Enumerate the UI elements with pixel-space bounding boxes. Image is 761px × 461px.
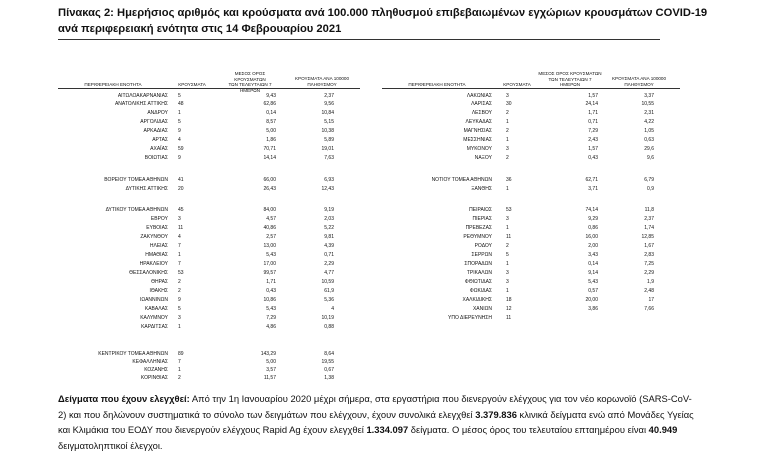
rate-value: 9,81 bbox=[324, 234, 334, 240]
avg-value: 62,86 bbox=[263, 101, 276, 107]
table-row bbox=[58, 92, 358, 100]
rate-value: 2,37 bbox=[644, 216, 654, 222]
region-name: ΜΕΣΣΗΝΙΑΣ bbox=[463, 137, 492, 143]
footer-number-1: 3.379.836 bbox=[475, 408, 517, 420]
rate-value: 8,64 bbox=[324, 351, 334, 357]
table-row bbox=[58, 314, 358, 322]
cases-value: 53 bbox=[178, 270, 184, 276]
table-row bbox=[58, 251, 358, 259]
region-name: ΡΕΘΥΜΝΟΥ bbox=[463, 234, 492, 240]
cases-value: 2 bbox=[506, 128, 509, 134]
region-name: ΝΑΞΟΥ bbox=[474, 155, 492, 161]
table-row bbox=[58, 287, 358, 295]
rate-value: 2,83 bbox=[644, 252, 654, 258]
table-row bbox=[58, 242, 358, 250]
page-title: Πίνακας 2: Ημερήσιος αριθμός και κρούσματα ανά 100.000 πληθυσμού επιβεβαιωμένων εγχώριων κρουσμάτων COVID-19 ανά περιφερειακή ενότητα στις 14 Φεβρουαρίου 2021 bbox=[58, 7, 708, 35]
region-name: ΧΑΛΚΙΔΙΚΗΣ bbox=[462, 297, 492, 303]
table-row bbox=[58, 206, 358, 214]
region-name: ΖΑΚΥΝΘΟΥ bbox=[140, 234, 168, 240]
rate-value: 7,25 bbox=[644, 261, 654, 267]
rate-value: 19,01 bbox=[321, 146, 334, 152]
avg-value: 74,14 bbox=[585, 207, 598, 213]
region-name: ΦΩΚΙΔΑΣ bbox=[469, 288, 492, 294]
table-row bbox=[382, 296, 682, 304]
table-row bbox=[58, 260, 358, 268]
avg-value: 9,29 bbox=[588, 216, 598, 222]
avg-value: 7,29 bbox=[266, 315, 276, 321]
footer-label: Δείγματα που έχουν ελεγχθεί: bbox=[58, 393, 190, 404]
table-row bbox=[382, 176, 682, 184]
table-row bbox=[382, 287, 682, 295]
cases-value: 4 bbox=[178, 234, 181, 240]
cases-value: 1 bbox=[506, 137, 509, 143]
region-name: ΞΑΝΘΗΣ bbox=[471, 186, 492, 192]
cases-value: 1 bbox=[506, 225, 509, 231]
cases-value: 5 bbox=[178, 93, 181, 99]
avg-value: 1,71 bbox=[266, 279, 276, 285]
table-row bbox=[382, 127, 682, 135]
cases-value: 5 bbox=[178, 119, 181, 125]
region-name: ΕΥΒΟΙΑΣ bbox=[146, 225, 168, 231]
table-row bbox=[58, 278, 358, 286]
rate-value: 4,22 bbox=[644, 119, 654, 125]
cases-value: 3 bbox=[506, 279, 509, 285]
table-row bbox=[382, 215, 682, 223]
rate-value: 6,79 bbox=[644, 177, 654, 183]
rate-value: 5,15 bbox=[324, 119, 334, 125]
cases-value: 41 bbox=[178, 177, 184, 183]
title-divider bbox=[58, 39, 660, 40]
header-region-left: ΠΕΡΙΦΕΡΕΙΑΚΗ ΕΝΟΤΗΤΑ bbox=[84, 82, 142, 87]
avg-value: 0,86 bbox=[588, 225, 598, 231]
region-name: ΔΥΤΙΚΗΣ ΑΤΤΙΚΗΣ bbox=[125, 186, 168, 192]
table-row bbox=[382, 154, 682, 162]
region-name: ΛΑΚΩΝΙΑΣ bbox=[466, 93, 492, 99]
avg-value: 0,14 bbox=[266, 110, 276, 116]
rate-value: 7,66 bbox=[644, 306, 654, 312]
cases-value: 11 bbox=[506, 315, 512, 321]
region-name: ΗΡΑΚΛΕΙΟΥ bbox=[139, 261, 168, 267]
region-name: ΛΕΥΚΑΔΑΣ bbox=[465, 119, 492, 125]
avg-value: 0,43 bbox=[266, 288, 276, 294]
rate-value: 10,84 bbox=[321, 110, 334, 116]
avg-value: 16,00 bbox=[585, 234, 598, 240]
avg-value: 70,71 bbox=[263, 146, 276, 152]
table-row bbox=[382, 145, 682, 153]
rate-value: 19,55 bbox=[321, 359, 334, 365]
table-row bbox=[382, 206, 682, 214]
avg-value: 11,57 bbox=[263, 375, 276, 381]
region-name: ΑΙΤΩΛΟΑΚΑΡΝΑΝΙΑΣ bbox=[117, 93, 168, 99]
table-row bbox=[58, 118, 358, 126]
cases-value: 1 bbox=[178, 367, 181, 373]
table-row bbox=[382, 185, 682, 193]
avg-value: 1,71 bbox=[588, 110, 598, 116]
avg-value: 8,57 bbox=[266, 119, 276, 125]
cases-value: 53 bbox=[506, 207, 512, 213]
header-rate-right: ΚΡΟΥΣΜΑΤΑ ΑΝΑ 100000 ΠΛΗΘΥΣΜΟΥ bbox=[611, 76, 667, 87]
rate-value: 7,63 bbox=[324, 155, 334, 161]
avg-value: 1,57 bbox=[588, 93, 598, 99]
region-name: ΒΟΡΕΙΟΥ ΤΟΜΕΑ ΑΘΗΝΩΝ bbox=[104, 177, 168, 183]
rate-value: 2,29 bbox=[324, 261, 334, 267]
avg-value: 0,43 bbox=[588, 155, 598, 161]
region-name: ΣΕΡΡΩΝ bbox=[471, 252, 492, 258]
table-row bbox=[58, 233, 358, 241]
avg-value: 0,57 bbox=[588, 288, 598, 294]
avg-value: 5,43 bbox=[588, 279, 598, 285]
cases-value: 3 bbox=[506, 93, 509, 99]
region-name: ΝΟΤΙΟΥ ΤΟΜΕΑ ΑΘΗΝΩΝ bbox=[431, 177, 492, 183]
rate-value: 0,88 bbox=[324, 324, 334, 330]
rate-value: 1,38 bbox=[324, 375, 334, 381]
rate-value: 9,6 bbox=[647, 155, 654, 161]
avg-value: 1,86 bbox=[266, 137, 276, 143]
avg-value: 84,00 bbox=[263, 207, 276, 213]
table-row bbox=[382, 260, 682, 268]
region-name: ΡΟΔΟΥ bbox=[474, 243, 492, 249]
region-name: ΠΙΕΡΙΑΣ bbox=[472, 216, 492, 222]
avg-value: 1,57 bbox=[588, 146, 598, 152]
rate-value: 9,56 bbox=[324, 101, 334, 107]
footer-number-2: 1.334.097 bbox=[366, 424, 409, 436]
cases-value: 9 bbox=[178, 128, 181, 134]
region-name: ΜΑΓΝΗΣΙΑΣ bbox=[463, 128, 492, 134]
rate-value: 0,71 bbox=[324, 252, 334, 258]
region-name: ΕΒΡΟΥ bbox=[150, 216, 168, 222]
header-region-right: ΠΕΡΙΦΕΡΕΙΑΚΗ ΕΝΟΤΗΤΑ bbox=[408, 82, 466, 87]
region-name: ΚΑΒΑΛΑΣ bbox=[144, 306, 168, 312]
cases-value: 18 bbox=[506, 297, 512, 303]
footer-text-4: δειγματοληπτικοί έλεγχοι. bbox=[58, 439, 163, 451]
region-name: ΘΗΡΑΣ bbox=[151, 279, 168, 285]
footer-text-3: δείγματα. Ο μέσος όρος του τελευταίου επταημέρου είναι bbox=[408, 424, 649, 436]
avg-value: 5,43 bbox=[266, 252, 276, 258]
cases-value: 1 bbox=[178, 110, 181, 116]
table-row bbox=[58, 215, 358, 223]
cases-value: 1 bbox=[506, 119, 509, 125]
region-name: ΙΘΑΚΗΣ bbox=[149, 288, 168, 294]
avg-value: 5,00 bbox=[266, 128, 276, 134]
rate-value: 0,9 bbox=[647, 186, 654, 192]
region-name: ΥΠΟ ΔΙΕΡΕΥΝΗΣΗ bbox=[448, 315, 492, 321]
avg-value: 10,86 bbox=[263, 297, 276, 303]
rate-value: 2,03 bbox=[324, 216, 334, 222]
rate-value: 5,89 bbox=[324, 137, 334, 143]
rate-value: 4,39 bbox=[324, 243, 334, 249]
avg-value: 2,00 bbox=[588, 243, 598, 249]
table-row bbox=[58, 366, 358, 374]
header-divider-right bbox=[382, 88, 680, 89]
cases-value: 2 bbox=[178, 279, 181, 285]
region-name: ΘΕΣΣΑΛΟΝΙΚΗΣ bbox=[129, 270, 168, 276]
header-cases-left: ΚΡΟΥΣΜΑΤΑ bbox=[178, 82, 206, 87]
avg-value: 14,14 bbox=[263, 155, 276, 161]
cases-value: 3 bbox=[506, 216, 509, 222]
rate-value: 29,6 bbox=[644, 146, 654, 152]
region-name: ΒΟΙΩΤΙΑΣ bbox=[144, 155, 168, 161]
table-row bbox=[58, 224, 358, 232]
table-row bbox=[382, 136, 682, 144]
region-name: ΧΑΝΙΩΝ bbox=[472, 306, 492, 312]
region-name: ΑΡΓΟΛΙΔΑΣ bbox=[140, 119, 168, 125]
region-name: ΑΡΚΑΔΙΑΣ bbox=[143, 128, 168, 134]
table-row bbox=[58, 100, 358, 108]
cases-value: 20 bbox=[178, 186, 184, 192]
cases-value: 11 bbox=[178, 225, 184, 231]
region-name: ΛΕΣΒΟΥ bbox=[471, 110, 492, 116]
rate-value: 0,63 bbox=[644, 137, 654, 143]
avg-value: 40,86 bbox=[263, 225, 276, 231]
region-name: ΜΥΚΟΝΟΥ bbox=[466, 146, 492, 152]
table-row bbox=[382, 314, 682, 322]
rate-value: 4,77 bbox=[324, 270, 334, 276]
avg-value: 7,29 bbox=[588, 128, 598, 134]
avg-value: 3,86 bbox=[588, 306, 598, 312]
region-name: ΗΛΕΙΑΣ bbox=[149, 243, 168, 249]
cases-value: 89 bbox=[178, 351, 184, 357]
cases-value: 48 bbox=[178, 101, 184, 107]
rate-value: 10,19 bbox=[321, 315, 334, 321]
table-row bbox=[58, 374, 358, 382]
table-row bbox=[382, 242, 682, 250]
rate-value: 2,37 bbox=[324, 93, 334, 99]
rate-value: 9,19 bbox=[324, 207, 334, 213]
table-row bbox=[58, 296, 358, 304]
cases-value: 1 bbox=[506, 261, 509, 267]
table-row bbox=[382, 233, 682, 241]
avg-value: 4,57 bbox=[266, 216, 276, 222]
cases-value: 36 bbox=[506, 177, 512, 183]
avg-value: 5,43 bbox=[266, 306, 276, 312]
cases-value: 1 bbox=[506, 186, 509, 192]
avg-value: 2,43 bbox=[588, 137, 598, 143]
region-name: ΣΠΟΡΑΔΩΝ bbox=[464, 261, 492, 267]
rate-value: 1,05 bbox=[644, 128, 654, 134]
cases-value: 11 bbox=[506, 234, 512, 240]
table-row bbox=[58, 109, 358, 117]
cases-value: 3 bbox=[178, 216, 181, 222]
avg-value: 24,14 bbox=[585, 101, 598, 107]
cases-value: 9 bbox=[178, 155, 181, 161]
cases-value: 7 bbox=[178, 243, 181, 249]
avg-value: 3,43 bbox=[588, 252, 598, 258]
header-avg-right: ΜΕΣΟΣ ΟΡΟΣ ΚΡΟΥΣΜΑΤΩΝ ΤΩΝ ΤΕΛΕΥΤΑΙΩΝ 7 ΗΜΕΡΩΝ bbox=[538, 71, 602, 88]
rate-value: 12,43 bbox=[321, 186, 334, 192]
header-divider-left bbox=[58, 88, 360, 89]
rate-value: 10,55 bbox=[641, 101, 654, 107]
region-name: ΚΑΛΥΜΝΟΥ bbox=[140, 315, 168, 321]
avg-value: 26,43 bbox=[263, 186, 276, 192]
table-row bbox=[382, 305, 682, 313]
rate-value: 5,22 bbox=[324, 225, 334, 231]
cases-value: 2 bbox=[506, 243, 509, 249]
region-name: ΙΩΑΝΝΙΝΩΝ bbox=[139, 297, 168, 303]
region-name: ΚΕΝΤΡΙΚΟΥ ΤΟΜΕΑ ΑΘΗΝΩΝ bbox=[98, 351, 168, 357]
table-row bbox=[58, 176, 358, 184]
cases-value: 5 bbox=[506, 252, 509, 258]
cases-value: 7 bbox=[178, 261, 181, 267]
cases-value: 2 bbox=[178, 288, 181, 294]
rate-value: 2,48 bbox=[644, 288, 654, 294]
rate-value: 12,85 bbox=[641, 234, 654, 240]
region-name: ΠΕΙΡΑΙΩΣ bbox=[469, 207, 492, 213]
table-row bbox=[58, 145, 358, 153]
region-name: ΔΥΤΙΚΟΥ ΤΟΜΕΑ ΑΘΗΝΩΝ bbox=[105, 207, 168, 213]
region-name: ΚΟΡΙΝΘΙΑΣ bbox=[140, 375, 168, 381]
table-row bbox=[58, 358, 358, 366]
avg-value: 2,57 bbox=[266, 234, 276, 240]
rate-value: 1,67 bbox=[644, 243, 654, 249]
table-row bbox=[382, 269, 682, 277]
cases-value: 2 bbox=[506, 155, 509, 161]
region-name: ΚΑΡΔΙΤΣΑΣ bbox=[141, 324, 168, 330]
region-name: ΑΡΤΑΣ bbox=[152, 137, 168, 143]
avg-value: 0,71 bbox=[588, 119, 598, 125]
avg-value: 66,00 bbox=[263, 177, 276, 183]
rate-value: 10,38 bbox=[321, 128, 334, 134]
avg-value: 62,71 bbox=[585, 177, 598, 183]
table-row bbox=[382, 118, 682, 126]
footer-number-3: 40.949 bbox=[648, 424, 678, 436]
region-name: ΑΝΔΡΟΥ bbox=[147, 110, 168, 116]
cases-value: 1 bbox=[506, 288, 509, 294]
table-row bbox=[382, 224, 682, 232]
header-rate-left: ΚΡΟΥΣΜΑΤΑ ΑΝΑ 100000 ΠΛΗΘΥΣΜΟΥ bbox=[294, 76, 350, 87]
cases-value: 3 bbox=[506, 270, 509, 276]
rate-value: 4 bbox=[331, 306, 334, 312]
rate-value: 1,9 bbox=[647, 279, 654, 285]
header-cases-right: ΚΡΟΥΣΜΑΤΑ bbox=[503, 82, 531, 87]
rate-value: 3,37 bbox=[644, 93, 654, 99]
region-name: ΠΡΕΒΕΖΑΣ bbox=[465, 225, 492, 231]
avg-value: 3,71 bbox=[588, 186, 598, 192]
table-row bbox=[58, 127, 358, 135]
rate-value: 0,67 bbox=[324, 367, 334, 373]
header-avg-left: ΜΕΣΟΣ ΟΡΟΣ ΚΡΟΥΣΜΑΤΩΝ ΤΩΝ ΤΕΛΕΥΤΑΙΩΝ 7 ΗΜΕΡΩΝ bbox=[228, 71, 272, 93]
table-row bbox=[58, 185, 358, 193]
avg-value: 20,00 bbox=[585, 297, 598, 303]
rate-value: 6,93 bbox=[324, 177, 334, 183]
rate-value: 10,59 bbox=[321, 279, 334, 285]
region-name: ΤΡΙΚΑΛΩΝ bbox=[466, 270, 492, 276]
cases-value: 2 bbox=[178, 375, 181, 381]
rate-value: 5,36 bbox=[324, 297, 334, 303]
table-row bbox=[382, 251, 682, 259]
avg-value: 99,57 bbox=[263, 270, 276, 276]
avg-value: 9,43 bbox=[266, 93, 276, 99]
rate-value: 61,9 bbox=[324, 288, 334, 294]
cases-value: 1 bbox=[178, 252, 181, 258]
rate-value: 2,29 bbox=[644, 270, 654, 276]
table-row bbox=[58, 305, 358, 313]
cases-value: 3 bbox=[178, 315, 181, 321]
rate-value: 17 bbox=[648, 297, 654, 303]
cases-value: 5 bbox=[178, 306, 181, 312]
table-row bbox=[382, 100, 682, 108]
table-row bbox=[58, 323, 358, 331]
avg-value: 17,00 bbox=[263, 261, 276, 267]
footer-paragraph bbox=[58, 391, 698, 453]
cases-value: 3 bbox=[506, 146, 509, 152]
table-row bbox=[58, 269, 358, 277]
region-name: ΑΧΑΪΑΣ bbox=[150, 146, 168, 152]
rate-value: 11,8 bbox=[644, 207, 654, 213]
region-name: ΦΘΙΩΤΙΔΑΣ bbox=[464, 279, 492, 285]
cases-value: 45 bbox=[178, 207, 184, 213]
cases-value: 59 bbox=[178, 146, 184, 152]
cases-value: 7 bbox=[178, 359, 181, 365]
footer-text-1: Από την 1η Ιανουαρίου 2020 μέχρι σήμερα, στα εργαστήρια που διενεργούν ελέγχους για τον νέο κορωνοϊό (SARS-CoV-2) και που δηλώνουν συστηματικά το σύνολο των δειγμάτων που ελέγχουν, έχουν συνολικά ελεγχθεί bbox=[58, 393, 692, 420]
table-row bbox=[58, 350, 358, 358]
cases-value: 30 bbox=[506, 101, 512, 107]
table-row bbox=[58, 136, 358, 144]
cases-value: 9 bbox=[178, 297, 181, 303]
avg-value: 13,00 bbox=[263, 243, 276, 249]
avg-value: 5,00 bbox=[266, 359, 276, 365]
region-name: ΑΝΑΤΟΛΙΚΗΣ ΑΤΤΙΚΗΣ bbox=[114, 101, 168, 107]
region-name: ΚΟΖΑΝΗΣ bbox=[144, 367, 168, 373]
footer-text-2: κλινικά δείγματα ενώ από Μονάδες Υγείας και Κλιμάκια του ΕΟΔΥ που διενεργούν ελέγχους Rapid Ag έχουν ελεγχθεί bbox=[58, 408, 694, 436]
cases-value: 4 bbox=[178, 137, 181, 143]
avg-value: 4,86 bbox=[266, 324, 276, 330]
rate-value: 2,31 bbox=[644, 110, 654, 116]
table-row bbox=[382, 109, 682, 117]
avg-value: 9,14 bbox=[588, 270, 598, 276]
avg-value: 0,14 bbox=[588, 261, 598, 267]
region-name: ΗΜΑΘΙΑΣ bbox=[145, 252, 168, 258]
region-name: ΚΕΦΑΛΛΗΝΙΑΣ bbox=[132, 359, 168, 365]
cases-value: 1 bbox=[178, 324, 181, 330]
table-row bbox=[58, 154, 358, 162]
region-name: ΛΑΡΙΣΑΣ bbox=[471, 101, 492, 107]
cases-value: 2 bbox=[506, 110, 509, 116]
avg-value: 3,57 bbox=[266, 367, 276, 373]
table-row bbox=[382, 278, 682, 286]
cases-value: 12 bbox=[506, 306, 512, 312]
avg-value: 143,29 bbox=[260, 351, 276, 357]
table-row bbox=[382, 92, 682, 100]
rate-value: 1,74 bbox=[644, 225, 654, 231]
